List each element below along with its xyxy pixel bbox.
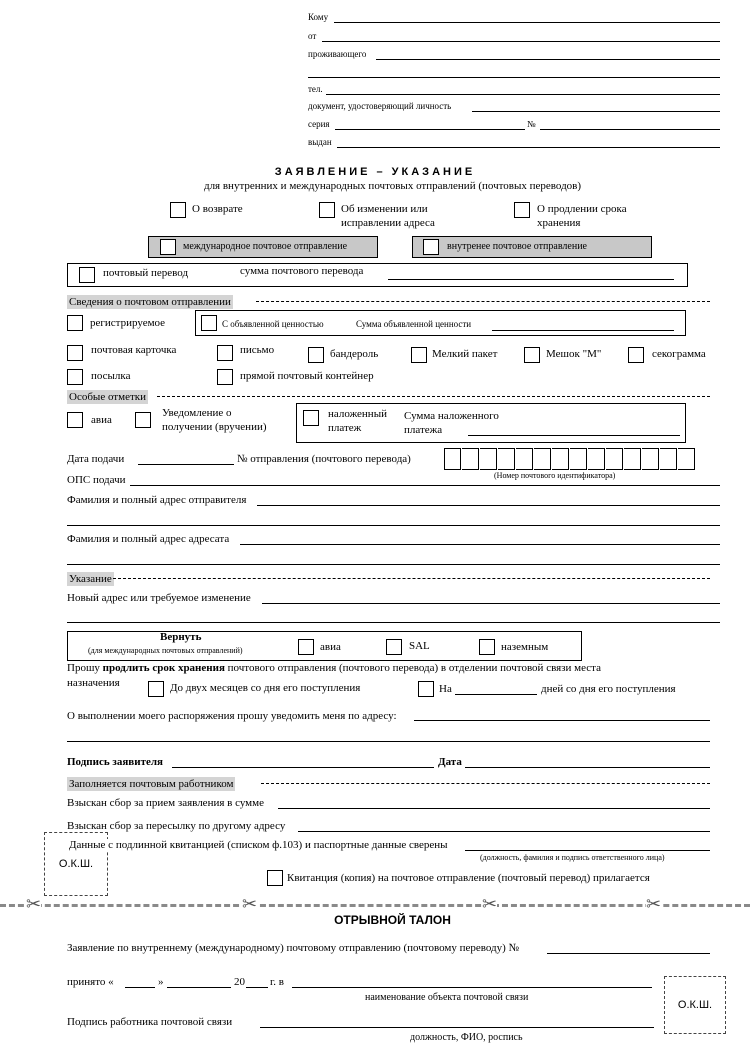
tracking-cell[interactable]	[588, 448, 605, 470]
sender-field-2[interactable]	[67, 525, 720, 526]
recipient-label: Фамилия и полный адрес адресата	[67, 533, 230, 545]
new-address-field-2[interactable]	[67, 622, 720, 623]
printed-matter-label: бандероль	[330, 348, 379, 360]
id-document-label: документ, удостоверяющий личность	[308, 101, 452, 111]
return-avia-label: авиа	[320, 641, 341, 653]
form-title: ЗАЯВЛЕНИЕ – УКАЗАНИЕ	[274, 166, 476, 178]
tracking-number-note: (Номер почтового идентификатора)	[494, 471, 616, 480]
secogram-checkbox[interactable]	[628, 347, 644, 363]
days-count-field[interactable]	[455, 694, 537, 695]
container-checkbox[interactable]	[217, 369, 233, 385]
tracking-cell[interactable]	[624, 448, 641, 470]
bag-m-checkbox[interactable]	[524, 347, 540, 363]
facility-field[interactable]	[292, 987, 652, 988]
receipt-attached-checkbox[interactable]	[267, 870, 283, 886]
extend-storage-label-2: хранения	[537, 217, 581, 229]
coupon-stamp-label: О.К.Ш.	[677, 999, 713, 1011]
tracking-cell[interactable]	[444, 448, 461, 470]
stamp-label: О.К.Ш.	[58, 858, 94, 870]
on-label: На	[439, 683, 452, 695]
cod-checkbox[interactable]	[303, 410, 319, 426]
from-field[interactable]	[322, 41, 720, 42]
residing-field[interactable]	[376, 59, 720, 60]
printed-matter-checkbox[interactable]	[308, 347, 324, 363]
cod-sum-label-2: платежа	[404, 424, 443, 436]
special-marks-header: Особые отметки	[69, 391, 146, 403]
delivery-notice-checkbox[interactable]	[135, 412, 151, 428]
registered-label: регистрируемое	[90, 317, 166, 329]
intl-shipment-label: международное почтовое отправление	[183, 241, 348, 252]
return-avia-checkbox[interactable]	[298, 639, 314, 655]
year-prefix: 20	[234, 976, 245, 988]
fee-forwarding-label: Взыскан сбор за пересылку по другому адресу	[67, 820, 286, 832]
receipt-attached-label: Квитанция (копия) на почтовое отправление (почтовый перевод) прилагается	[287, 872, 650, 884]
new-address-field[interactable]	[262, 603, 720, 604]
accepted-month-field[interactable]	[167, 987, 231, 988]
transfer-checkbox[interactable]	[79, 267, 95, 283]
recipient-field-2[interactable]	[67, 564, 720, 565]
issued-field[interactable]	[337, 147, 720, 148]
postcard-label: почтовая карточка	[91, 344, 177, 356]
destination-label: назначения	[67, 677, 120, 689]
cod-label-1: наложенный	[328, 408, 387, 420]
submit-date-field[interactable]	[138, 464, 234, 465]
ops-label: ОПС подачи	[67, 474, 126, 486]
tracking-cell[interactable]	[480, 448, 497, 470]
return-checkbox[interactable]	[170, 202, 186, 218]
return-method-title: Вернуть	[160, 631, 202, 643]
change-address-label-1: Об изменении или	[341, 203, 428, 215]
coupon-stamp-placeholder	[664, 976, 726, 1034]
accepted-label: принято «	[67, 976, 114, 988]
extend-pre: Прошу	[67, 662, 103, 674]
residing-label: проживающего	[308, 49, 367, 59]
cod-label-2: платеж	[328, 422, 362, 434]
year-in-label: г. в	[270, 976, 284, 988]
tracking-cell[interactable]	[606, 448, 623, 470]
phone-label: тел.	[308, 84, 323, 94]
extend-bold: продлить срок хранения	[102, 662, 225, 674]
avia-label: авиа	[91, 414, 112, 426]
worker-signature-field[interactable]	[260, 1027, 654, 1028]
to-label: Кому	[308, 12, 329, 22]
ops-field[interactable]	[130, 485, 720, 486]
coupon-statement-number-field[interactable]	[547, 953, 710, 954]
applicant-signature-label: Подпись заявителя	[67, 756, 163, 768]
notify-label: О выполнении моего распоряжения прошу уведомить меня по адресу:	[67, 710, 397, 722]
scissors-icon: ✂	[26, 894, 42, 915]
sender-label: Фамилия и полный адрес отправителя	[67, 494, 247, 506]
verified-field[interactable]	[465, 850, 710, 851]
return-label: О возврате	[192, 203, 243, 215]
declared-value-checkbox[interactable]	[201, 315, 217, 331]
package-checkbox[interactable]	[67, 369, 83, 385]
special-marks-divider	[157, 396, 710, 397]
postal-worker-header: Заполняется почтовым работником	[69, 778, 234, 790]
sender-field[interactable]	[257, 505, 720, 506]
shipment-info-header: Сведения о почтовом отправлении	[69, 296, 231, 308]
change-address-label-2: исправлении адреса	[341, 217, 435, 229]
number-label: №	[527, 119, 536, 129]
domestic-shipment-label: внутренее почтовое отправление	[447, 241, 587, 252]
declared-value-label: С объявленной ценностью	[222, 319, 324, 329]
tracking-cell[interactable]	[516, 448, 533, 470]
change-address-checkbox[interactable]	[319, 202, 335, 218]
form-subtitle: для внутренних и международных почтовых отправлений (почтовых переводов)	[203, 180, 582, 192]
scissors-icon: ✂	[482, 894, 498, 915]
series-field[interactable]	[335, 129, 525, 130]
extend-storage-text	[67, 662, 601, 674]
submit-date-label: Дата подачи	[67, 453, 125, 465]
issued-label: выдан	[308, 137, 332, 147]
recipient-field[interactable]	[240, 544, 720, 545]
verified-note: (должность, фамилия и подпись ответственного лица)	[480, 853, 665, 862]
delivery-notice-label-1: Уведомление о	[162, 407, 232, 419]
scissors-icon: ✂	[646, 894, 662, 915]
postcard-checkbox[interactable]	[67, 345, 83, 361]
registered-checkbox[interactable]	[67, 315, 83, 331]
instruction-divider	[113, 578, 710, 579]
return-sal-label: SAL	[409, 640, 430, 652]
return-sal-checkbox[interactable]	[386, 639, 402, 655]
series-label: серия	[308, 119, 330, 129]
worker-signature-label: Подпись работника почтовой связи	[67, 1016, 233, 1028]
days-label: дней со дня его поступления	[541, 683, 676, 695]
id-document-field[interactable]	[472, 111, 720, 112]
from-label: от	[308, 31, 317, 41]
extend-storage-checkbox[interactable]	[514, 202, 530, 218]
small-packet-label: Мелкий пакет	[432, 348, 498, 360]
phone-field[interactable]	[326, 94, 720, 95]
tracking-cell[interactable]	[642, 448, 659, 470]
number-field[interactable]	[540, 129, 720, 130]
applicant-date-label: Дата	[438, 756, 462, 768]
declared-sum-field[interactable]	[492, 330, 674, 331]
letter-checkbox[interactable]	[217, 345, 233, 361]
declared-sum-label: Сумма объявленной ценности	[356, 319, 472, 329]
transfer-sum-label: сумма почтового перевода	[240, 265, 364, 277]
cod-sum-field[interactable]	[468, 435, 680, 436]
extend-storage-label-1: О продлении срока	[537, 203, 627, 215]
notify-address-field[interactable]	[414, 720, 710, 721]
coupon-statement-label: Заявление по внутреннему (международному) почтовому отправлению (почтовому переводу) №	[67, 942, 520, 954]
intl-shipment-checkbox[interactable]	[160, 239, 176, 255]
shipment-info-divider	[256, 301, 710, 302]
applicant-date-field[interactable]	[465, 767, 710, 768]
return-ground-label: наземным	[501, 641, 549, 653]
tracking-cell[interactable]	[660, 448, 677, 470]
tracking-cell[interactable]	[534, 448, 551, 470]
cut-line	[0, 904, 750, 907]
accepted-year-field[interactable]	[246, 987, 268, 988]
instruction-header: Указание	[69, 573, 112, 585]
bag-m-label: Мешок "М"	[546, 348, 602, 360]
tracking-cell[interactable]	[570, 448, 587, 470]
tracking-cell[interactable]	[498, 448, 515, 470]
scissors-icon: ✂	[242, 894, 258, 915]
facility-note: наименование объекта почтовой связи	[365, 992, 529, 1003]
tracking-cell[interactable]	[462, 448, 479, 470]
two-months-label: До двух месяцев со дня его поступления	[170, 682, 361, 694]
transfer-sum-field[interactable]	[388, 279, 674, 280]
domestic-shipment-checkbox[interactable]	[423, 239, 439, 255]
accepted-quote: »	[158, 976, 164, 988]
accepted-day-field[interactable]	[125, 987, 155, 988]
two-months-checkbox[interactable]	[148, 681, 164, 697]
tracking-cell[interactable]	[552, 448, 569, 470]
postal-worker-divider	[261, 783, 710, 784]
package-label: посылка	[91, 370, 131, 382]
shipment-number-label: № отправления (почтового перевода)	[237, 453, 411, 465]
container-label: прямой почтовый контейнер	[240, 370, 374, 382]
custom-days-checkbox[interactable]	[418, 681, 434, 697]
return-method-note: (для международных почтовых отправлений)	[88, 646, 243, 655]
small-packet-checkbox[interactable]	[411, 347, 427, 363]
verified-label: Данные с подлинной квитанцией (списком ф.103) и паспортные данные сверены	[69, 839, 448, 851]
fee-application-field[interactable]	[278, 808, 710, 809]
fee-application-label: Взыскан сбор за прием заявления в сумме	[67, 797, 264, 809]
worker-signature-note: должность, ФИО, роспись	[410, 1032, 523, 1043]
tracking-cell[interactable]	[678, 448, 695, 470]
avia-checkbox[interactable]	[67, 412, 83, 428]
coupon-title: ОТРЫВНОЙ ТАЛОН	[334, 913, 451, 927]
letter-label: письмо	[240, 344, 275, 356]
transfer-label: почтовый перевод	[103, 267, 189, 279]
delivery-notice-label-2: получении (вручении)	[162, 421, 267, 433]
return-ground-checkbox[interactable]	[479, 639, 495, 655]
extend-post: почтового отправления (почтового перевода) в отделении почтовой связи места	[224, 662, 601, 674]
cod-sum-label-1: Сумма наложенного	[404, 410, 499, 422]
applicant-signature-field[interactable]	[172, 767, 434, 768]
to-field[interactable]	[334, 22, 720, 23]
fee-forwarding-field[interactable]	[298, 831, 710, 832]
secogram-label: секограмма	[652, 348, 706, 360]
notify-address-field-2[interactable]	[67, 741, 710, 742]
residing-field-2[interactable]	[308, 77, 720, 78]
new-address-label: Новый адрес или требуемое изменение	[67, 592, 251, 604]
